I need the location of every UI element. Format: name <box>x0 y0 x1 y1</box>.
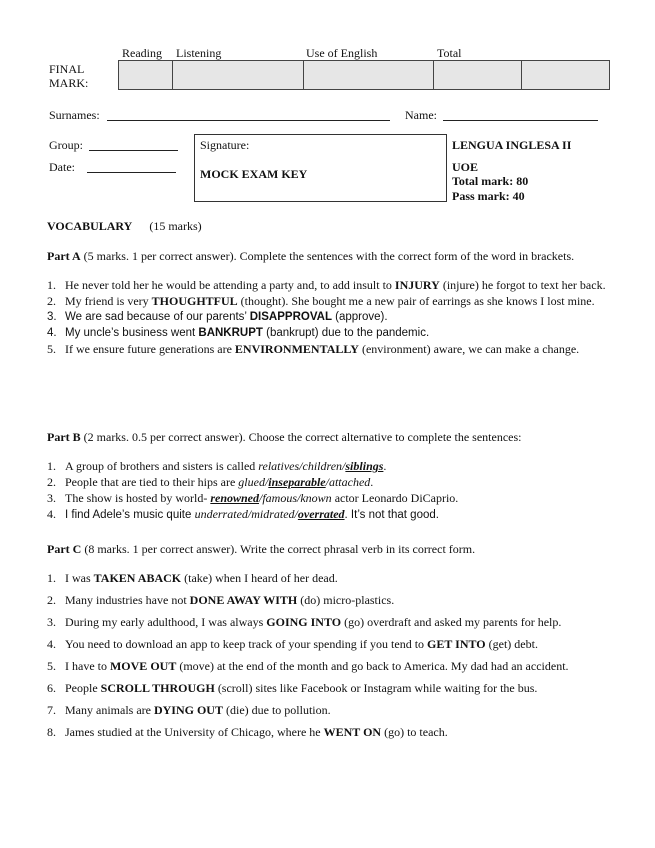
signature-box[interactable] <box>194 134 447 202</box>
list-item: 4. My uncle’s business went BANKRUPT (bankrupt) due to the pandemic. <box>47 327 430 339</box>
part-b-list <box>47 458 610 523</box>
part-a-list <box>47 277 610 357</box>
col-total-label: Total <box>437 46 462 60</box>
part-c-text: (8 marks. 1 per correct answer). Write the correct phrasal verb in its correct form. <box>84 542 476 556</box>
answer: GOING INTO <box>266 615 342 629</box>
list-item: 3. We are sad because of our parents’ DISAPPROVAL (approve). <box>47 311 388 323</box>
answer: DISAPPROVAL <box>249 311 332 323</box>
date-label: Date: <box>49 160 75 174</box>
name-label: Name: <box>405 108 437 122</box>
col-use-of-english-label: Use of English <box>306 46 378 60</box>
vocabulary-heading <box>47 218 202 234</box>
vocabulary-title: VOCABULARY <box>47 219 133 233</box>
answer: THOUGHTFUL <box>151 294 238 308</box>
part-b-label: Part B <box>47 430 81 444</box>
final-mark-line1: FINAL <box>49 62 85 76</box>
list-item: 5. I have to MOVE OUT (move) at the end of the month and go back to America. My dad had an accident. <box>47 659 569 673</box>
mock-exam-key: MOCK EXAM KEY <box>200 167 308 181</box>
listening-mark-box[interactable] <box>172 60 304 90</box>
part-c-label: Part C <box>47 542 82 556</box>
list-item: 5. If we ensure future generations are ENVIRONMENTALLY (environment) aware, we can make a change. <box>47 342 580 356</box>
list-item: 3. During my early adulthood, I was always GOING INTO (go) overdraft and asked my parents for help. <box>47 615 562 629</box>
list-item: 3. The show is hosted by world- renowned/famous/known actor Leonardo DiCaprio. <box>47 491 459 505</box>
list-item: 1. I was TAKEN ABACK (take) when I heard of her dead. <box>47 571 338 585</box>
date-field[interactable] <box>87 161 176 173</box>
part-b-text: (2 marks. 0.5 per correct answer). Choose the correct alternative to complete the sentences: <box>83 430 522 444</box>
answer: DYING OUT <box>153 703 223 717</box>
correct-option: siblings <box>345 459 384 473</box>
pass-mark: Pass mark: 40 <box>452 189 525 203</box>
answer: ENVIRONMENTALLY <box>234 342 359 356</box>
surnames-label: Surnames: <box>49 108 100 122</box>
part-c-instructions <box>47 541 610 557</box>
part-a-label: Part A <box>47 249 81 263</box>
answer: DONE AWAY WITH <box>189 593 298 607</box>
vocabulary-marks: (15 marks) <box>149 219 202 233</box>
answer: SCROLL THROUGH <box>100 681 215 695</box>
answer: WENT ON <box>323 725 382 739</box>
course-title: LENGUA INGLESA II <box>452 138 572 152</box>
part-a-text: (5 marks. 1 per correct answer). Complete the sentences with the correct form of the word in brackets. <box>83 249 575 263</box>
part-c-list <box>47 570 610 746</box>
group-label: Group: <box>49 138 83 152</box>
answer: MOVE OUT <box>109 659 177 673</box>
university: UOE <box>452 160 479 174</box>
final-mark-label <box>49 62 88 90</box>
list-item: 2. My friend is very THOUGHTFUL (thought). She bought me a new pair of earrings as she knows I lost mine. <box>47 294 595 308</box>
total-mark: Total mark: 80 <box>452 174 529 188</box>
reading-mark-box[interactable] <box>118 60 173 90</box>
list-item: 4. You need to download an app to keep track of your spending if you tend to GET INTO (get) debt. <box>47 637 538 651</box>
final-mark-line2: MARK: <box>49 76 89 90</box>
name-field[interactable] <box>443 109 598 121</box>
list-item: 7. Many animals are DYING OUT (die) due to pollution. <box>47 703 331 717</box>
extra-mark-box[interactable] <box>521 60 610 90</box>
list-item: 4. I find Adele’s music quite underrated/midrated/overrated. It’s not that good. <box>47 507 439 521</box>
answer: INJURY <box>394 278 440 292</box>
group-field[interactable] <box>89 139 178 151</box>
list-item: 2. People that are tied to their hips are glued/inseparable/attached. <box>47 475 374 489</box>
answer: BANKRUPT <box>198 327 263 339</box>
correct-option: inseparable <box>268 475 326 489</box>
col-reading-label: Reading <box>122 46 162 60</box>
use-of-english-mark-box[interactable] <box>303 60 434 90</box>
surnames-field[interactable] <box>107 109 390 121</box>
total-mark-box[interactable] <box>433 60 522 90</box>
part-b-instructions <box>47 429 610 445</box>
correct-option: overrated <box>297 507 345 521</box>
list-item: 8. James studied at the University of Chicago, where he WENT ON (go) to teach. <box>47 725 448 739</box>
list-item: 2. Many industries have not DONE AWAY WITH (do) micro-plastics. <box>47 593 395 607</box>
correct-option: renowned <box>210 491 260 505</box>
signature-label: Signature: <box>200 138 250 152</box>
answer: TAKEN ABACK <box>93 571 182 585</box>
list-item: 1. He never told her he would be attending a party and, to add insult to INJURY (injure) he forgot to text her back. <box>47 278 606 292</box>
answer: GET INTO <box>427 637 486 651</box>
col-listening-label: Listening <box>176 46 222 60</box>
list-item: 6. People SCROLL THROUGH (scroll) sites like Facebook or Instagram while waiting for the bus. <box>47 681 538 695</box>
list-item: 1. A group of brothers and sisters is called relatives/children/siblings. <box>47 459 387 473</box>
part-a-instructions <box>47 248 610 264</box>
